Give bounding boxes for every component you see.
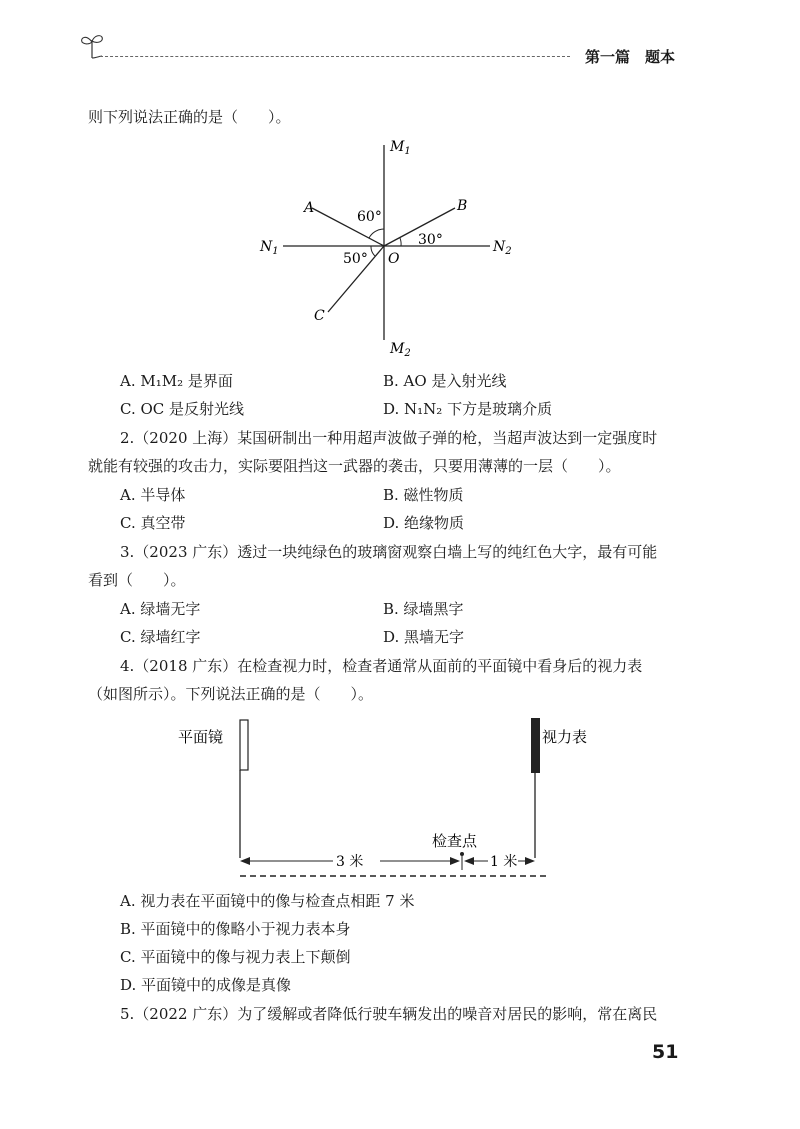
q2-option-b[interactable]: B. 磁性物质 xyxy=(383,486,464,504)
q1-option-a[interactable]: A. M₁M₂ 是界面 xyxy=(120,372,233,390)
angle-label-50: 50° xyxy=(343,251,368,267)
q3-stem-line1: 3.（2023 广东）透过一块纯绿色的玻璃窗观察白墙上写的纯红色大字，最有可能 xyxy=(120,543,658,561)
distance-left-label: 3 米 xyxy=(336,854,364,870)
q4-stem-line2: （如图所示）。下列说法正确的是（ ）。 xyxy=(88,685,374,703)
mirror-label: 平面镜 xyxy=(178,728,224,746)
section-title: 第一篇 题本 xyxy=(585,48,676,66)
q2-option-a[interactable]: A. 半导体 xyxy=(120,486,186,504)
q3-option-b[interactable]: B. 绿墙黑字 xyxy=(383,600,464,618)
q5-stem-line1: 5.（2022 广东）为了缓解或者降低行驶车辆发出的噪音对居民的影响，常在离民 xyxy=(120,1005,658,1023)
q3-option-d[interactable]: D. 黑墙无字 xyxy=(383,628,465,646)
q2-stem-line2: 就能有较强的攻击力，实际要阻挡这一武器的袭击，只要用薄薄的一层（ ）。 xyxy=(88,457,621,475)
q1-option-b[interactable]: B. AO 是入射光线 xyxy=(383,372,507,390)
q3-option-a[interactable]: A. 绿墙无字 xyxy=(120,600,201,618)
angle-label-60: 60° xyxy=(357,209,382,225)
label-a: A xyxy=(304,200,315,216)
q4-option-a[interactable]: A. 视力表在平面镜中的像与检查点相距 7 米 xyxy=(120,892,415,910)
label-o: O xyxy=(388,251,400,267)
eye-chart-label: 视力表 xyxy=(542,728,588,746)
q4-stem-line1: 4.（2018 广东）在检查视力时，检查者通常从面前的平面镜中看身后的视力表 xyxy=(120,657,643,675)
label-m2: $M_2$ xyxy=(390,341,411,359)
q1-option-d[interactable]: D. N₁N₂ 下方是玻璃介质 xyxy=(383,400,553,418)
header-rule xyxy=(100,56,570,57)
mirror-shape xyxy=(240,720,248,770)
q4-option-b[interactable]: B. 平面镜中的像略小于视力表本身 xyxy=(120,920,351,938)
question-stem: 则下列说法正确的是（ ）。 xyxy=(88,108,291,126)
angle-arc-30 xyxy=(400,238,401,246)
eye-test-diagram xyxy=(170,710,590,885)
angle-arc-50 xyxy=(371,246,375,256)
label-c: C xyxy=(314,308,325,324)
q4-option-c[interactable]: C. 平面镜中的像与视力表上下颠倒 xyxy=(120,948,351,966)
angle-arc-60 xyxy=(369,229,384,238)
label-n1: $N_1$ xyxy=(260,239,279,257)
angle-label-30: 30° xyxy=(418,232,443,248)
check-point-label: 检查点 xyxy=(432,832,478,850)
check-point-marker xyxy=(460,852,464,856)
q3-stem-line2: 看到（ ）。 xyxy=(88,571,186,589)
ray-diagram xyxy=(250,130,530,360)
q2-stem-line1: 2.（2020 上海）某国研制出一种用超声波做子弹的枪，当超声波达到一定强度时 xyxy=(120,429,658,447)
q1-option-c[interactable]: C. OC 是反射光线 xyxy=(120,400,245,418)
label-n2: $N_2$ xyxy=(493,239,512,257)
q2-option-d[interactable]: D. 绝缘物质 xyxy=(383,514,465,532)
q2-option-c[interactable]: C. 真空带 xyxy=(120,514,186,532)
label-m1: $M_1$ xyxy=(390,139,411,157)
q4-option-d[interactable]: D. 平面镜中的成像是真像 xyxy=(120,976,292,994)
label-b: B xyxy=(457,198,468,214)
distance-right-label: 1 米 xyxy=(490,854,518,870)
q3-option-c[interactable]: C. 绿墙红字 xyxy=(120,628,201,646)
page-number: 51 xyxy=(652,1041,679,1063)
eye-chart-shape xyxy=(531,718,540,773)
